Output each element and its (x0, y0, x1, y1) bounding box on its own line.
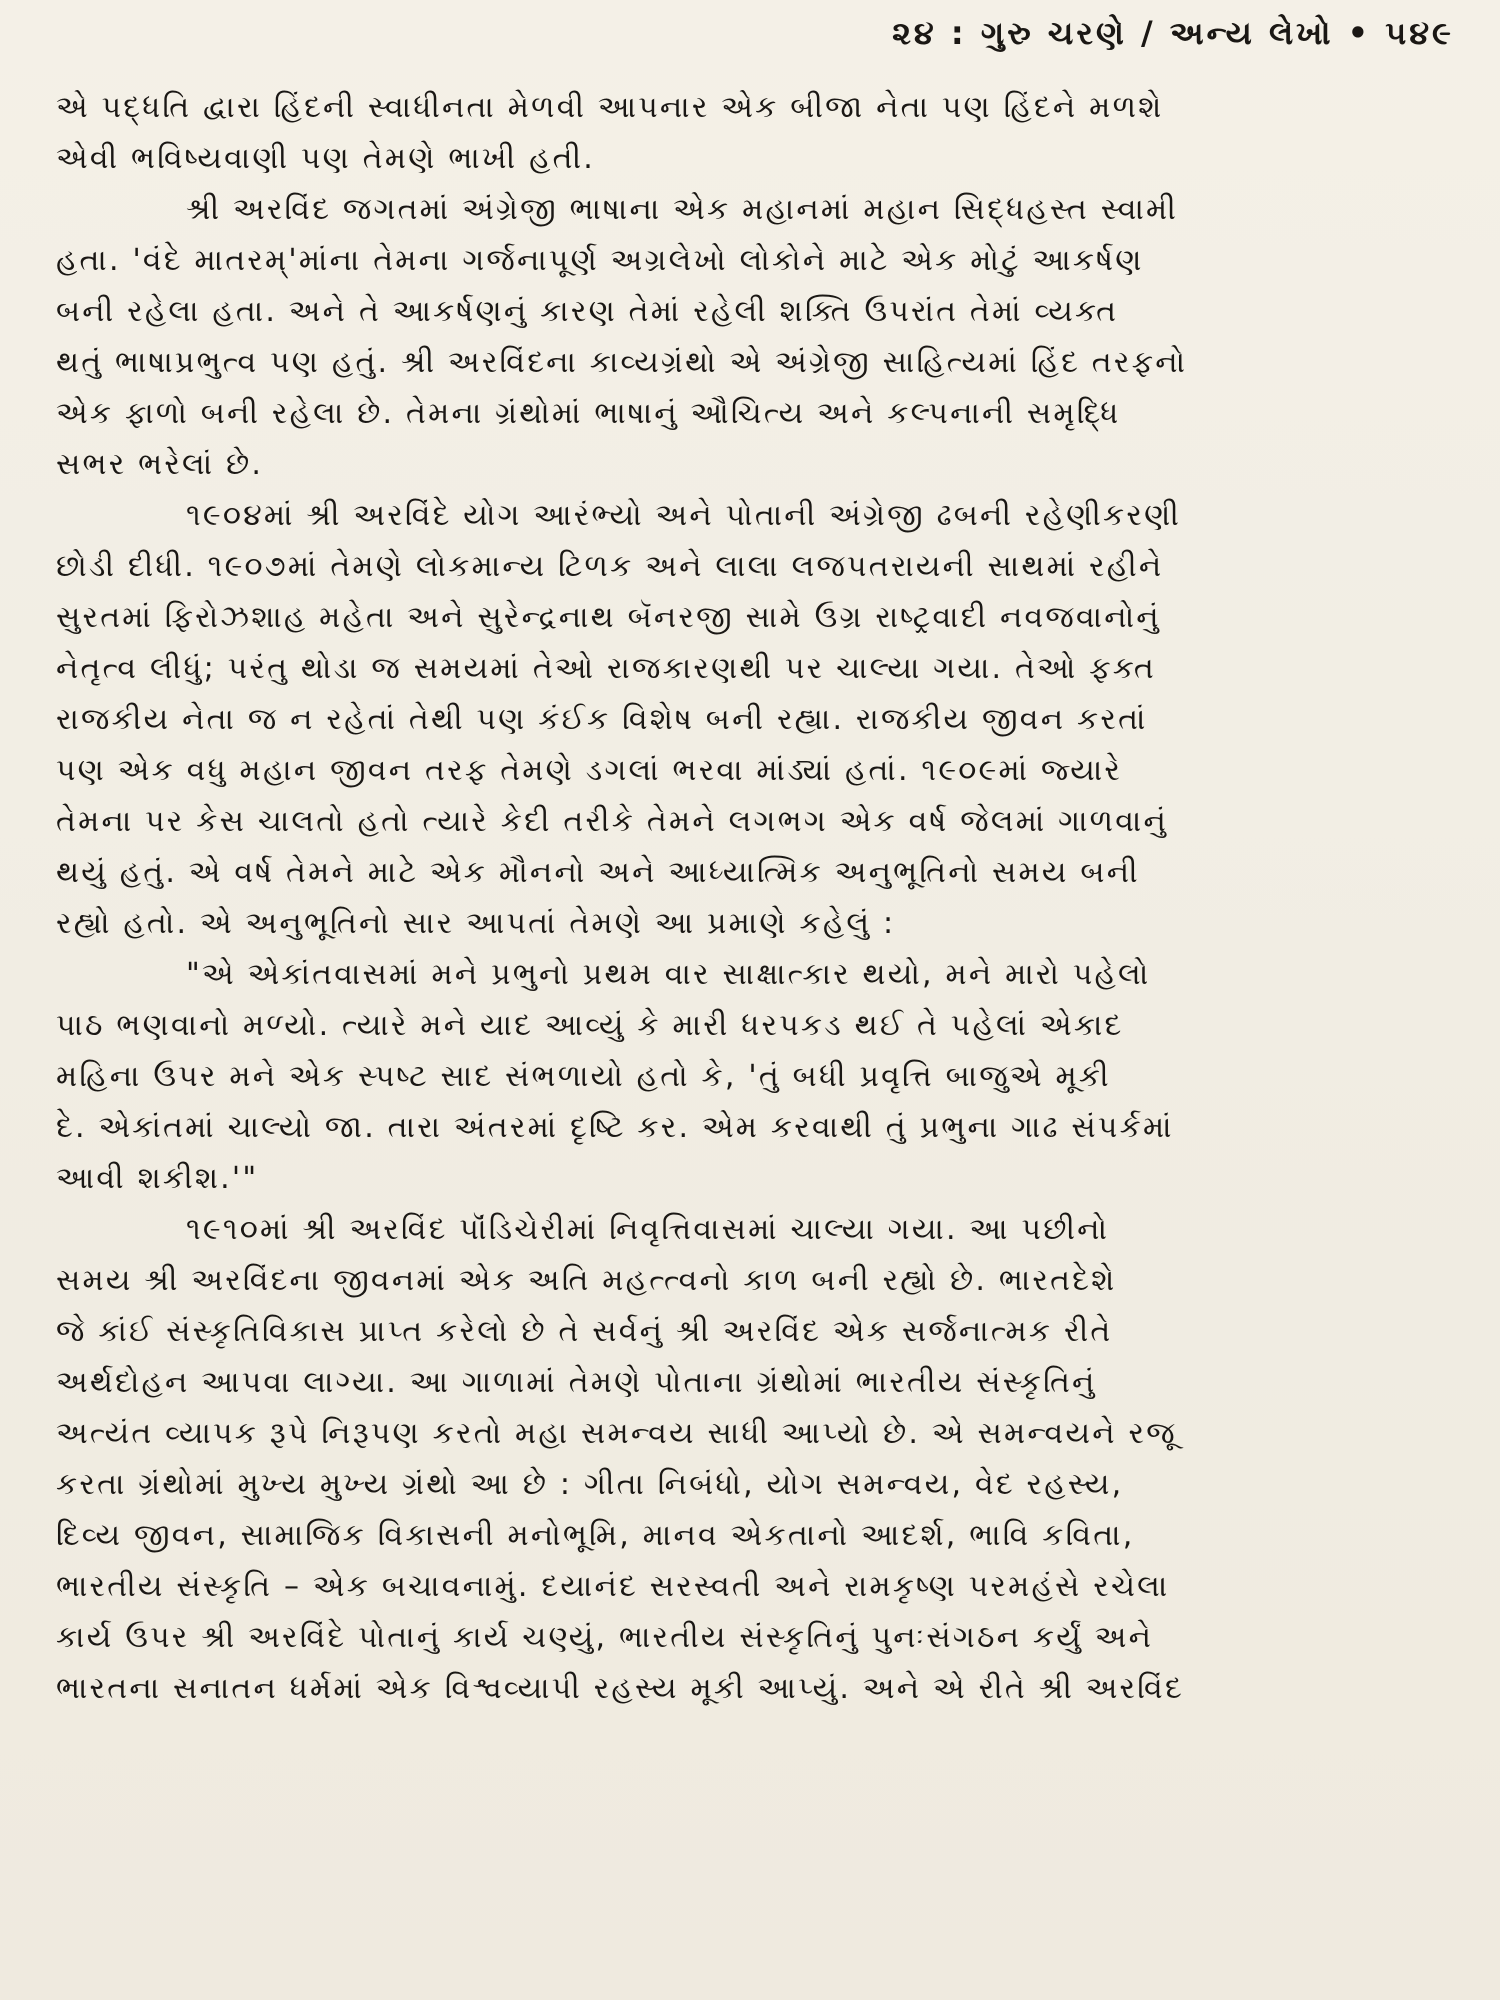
text-line: અત્યંત વ્યાપક રૂપે નિરૂપણ કરતો મહા સમન્વય સાધી આપ્યો છે. એ સમન્વયને રજૂ (56, 1416, 1177, 1451)
paragraph-start-line: ૧૯૦૪માં શ્રી અરવિંદે યોગ આરંભ્યો અને પોતાની અંગ્રેજી ઢબની રહેણીકરણી (186, 498, 1182, 533)
text-line: એવી ભવિષ્યવાણી પણ તેમણે ભાખી હતી. (56, 141, 596, 176)
text-line: દિવ્ય જીવન, સામાજિક વિકાસની મનોભૂમિ, માનવ એકતાનો આદર્શ, ભાવિ કવિતા, (56, 1518, 1135, 1553)
text-line: ભારતીય સંસ્કૃતિ – એક બચાવનામું. દયાનંદ સરસ્વતી અને રામકૃષ્ણ પરમહંસે રચેલા (56, 1569, 1170, 1604)
body-text (56, 82, 1456, 1714)
text-line: સમય શ્રી અરવિંદના જીવનમાં એક અતિ મહત્ત્વનો કાળ બની રહ્યો છે. ભારતદેશે (56, 1263, 1117, 1298)
text-line: ભારતના સનાતન ધર્મમાં એક વિશ્વવ્યાપી રહસ્ય મૂકી આપ્યું. અને એ રીતે શ્રી અરવિંદ (56, 1671, 1184, 1706)
quote-line: દે. એકાંતમાં ચાલ્યો જા. તારા અંતરમાં દૃષ્ટિ કર. એમ કરવાથી તું પ્રભુના ગાઢ સંપર્કમાં (56, 1110, 1174, 1145)
text-line: એ પદ્ધતિ દ્વારા હિંદની સ્વાધીનતા મેળવી આપનાર એક બીજા નેતા પણ હિંદને મળશે (56, 90, 1164, 125)
running-head: ૨૪ : ગુરુ ચરણે / અન્ય લેખો • ૫૪૯ (892, 14, 1454, 52)
quote-line: આવી શકીશ.'" (56, 1161, 259, 1196)
text-line: જે કાંઈ સંસ્કૃતિવિકાસ પ્રાપ્ત કરેલો છે તે સર્વનું શ્રી અરવિંદ એક સર્જનાત્મક રીતે (56, 1314, 1113, 1349)
text-line: થતું ભાષાપ્રભુત્વ પણ હતું. શ્રી અરવિંદના કાવ્યગ્રંથો એ અંગ્રેજી સાહિત્યમાં હિંદ તરફનો (56, 345, 1188, 380)
text-line: કાર્ય ઉપર શ્રી અરવિંદે પોતાનું કાર્ય ચણ્યું, ભારતીય સંસ્કૃતિનું પુનઃસંગઠન કર્યું અને (56, 1620, 1154, 1655)
quote-line: પાઠ ભણવાનો મળ્યો. ત્યારે મને યાદ આવ્યું કે મારી ધરપકડ થઈ તે પહેલાં એકાદ (56, 1008, 1124, 1043)
text-line: હતા. 'વંદે માતરમ્'માંના તેમના ગર્જનાપૂર્ણ અગ્રલેખો લોકોને માટે એક મોટું આકર્ષણ (56, 243, 1144, 278)
text-line: અર્થદોહન આપવા લાગ્યા. આ ગાળામાં તેમણે પોતાના ગ્રંથોમાં ભારતીય સંસ્કૃતિનું (56, 1365, 1097, 1400)
text-line: એક ફાળો બની રહેલા છે. તેમના ગ્રંથોમાં ભાષાનું ઔચિત્ય અને કલ્પનાની સમૃદ્ધિ (56, 396, 1121, 431)
text-line: કરતા ગ્રંથોમાં મુખ્ય મુખ્ય ગ્રંથો આ છે : ગીતા નિબંધો, યોગ સમન્વય, વેદ રહસ્ય, (56, 1467, 1124, 1502)
text-line: સભર ભરેલાં છે. (56, 447, 264, 482)
quote-start-line: "એ એકાંતવાસમાં મને પ્રભુનો પ્રથમ વાર સાક્ષાત્કાર થયો, મને મારો પહેલો (186, 957, 1151, 992)
paragraph-start-line: ૧૯૧૦માં શ્રી અરવિંદ પૉંડિચેરીમાં નિવૃત્તિવાસમાં ચાલ્યા ગયા. આ પછીનો (186, 1212, 1110, 1247)
text-line: તેમના પર કેસ ચાલતો હતો ત્યારે કેદી તરીકે તેમને લગભગ એક વર્ષ જેલમાં ગાળવાનું (56, 804, 1169, 839)
text-line: સુરતમાં ફિરોઝશાહ મહેતા અને સુરેન્દ્રનાથ બૅનરજી સામે ઉગ્ર રાષ્ટ્રવાદી નવજવાનોનું (56, 600, 1161, 635)
paragraph-start-line: શ્રી અરવિંદ જગતમાં અંગ્રેજી ભાષાના એક મહાનમાં મહાન સિદ્ધહસ્ત સ્વામી (186, 192, 1179, 227)
text-line: પણ એક વધુ મહાન જીવન તરફ તેમણે ડગલાં ભરવા માંડ્યાં હતાં. ૧૯૦૯માં જ્યારે (56, 753, 1123, 788)
text-line: નેતૃત્વ લીધું; પરંતુ થોડા જ સમયમાં તેઓ રાજકારણથી પર ચાલ્યા ગયા. તેઓ ફક્ત (56, 651, 1156, 686)
text-line: છોડી દીધી. ૧૯૦૭માં તેમણે લોકમાન્ય ટિળક અને લાલા લજપતરાયની સાથમાં રહીને (56, 549, 1164, 584)
text-line: બની રહેલા હતા. અને તે આકર્ષણનું કારણ તેમાં રહેલી શક્તિ ઉપરાંત તેમાં વ્યક્ત (56, 294, 1119, 329)
text-line: રાજકીય નેતા જ ન રહેતાં તેથી પણ કંઈક વિશેષ બની રહ્યા. રાજકીય જીવન કરતાં (56, 702, 1148, 737)
text-line: રહ્યો હતો. એ અનુભૂતિનો સાર આપતાં તેમણે આ પ્રમાણે કહેલું : (56, 906, 896, 941)
text-line: થયું હતું. એ વર્ષ તેમને માટે એક મૌનનો અને આધ્યાત્મિક અનુભૂતિનો સમય બની (56, 855, 1140, 890)
quote-line: મહિના ઉપર મને એક સ્પષ્ટ સાદ સંભળાયો હતો કે, 'તું બધી પ્રવૃત્તિ બાજુએ મૂકી (56, 1059, 1111, 1094)
